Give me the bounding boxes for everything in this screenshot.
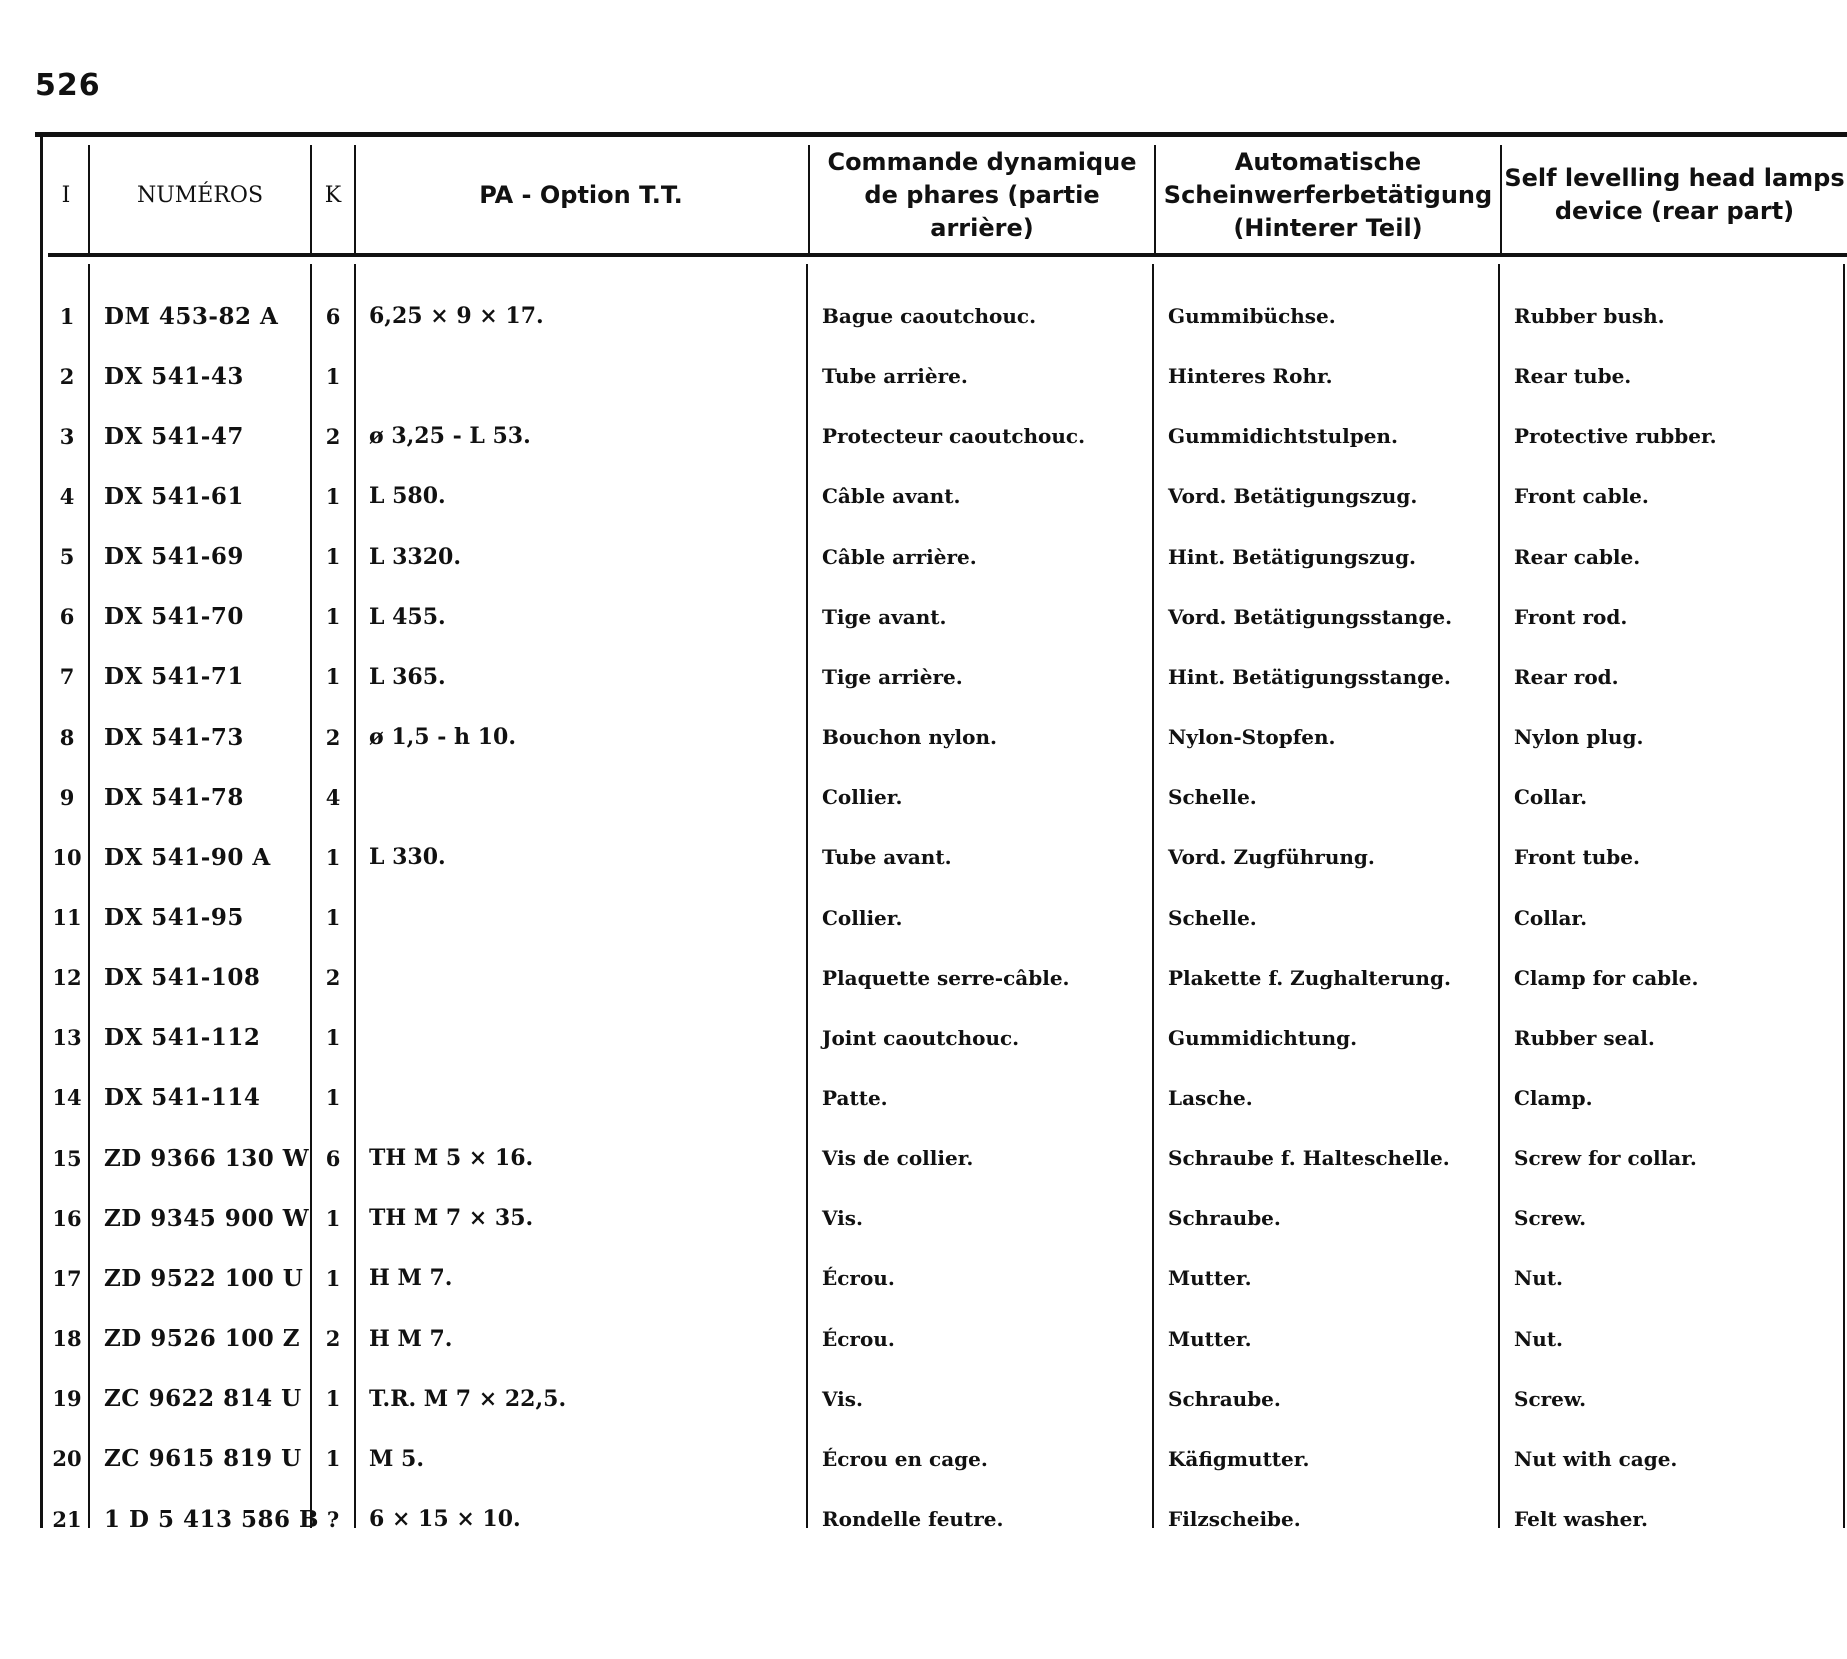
option-spec: H M 7.: [369, 1265, 453, 1292]
quantity: 6: [325, 1145, 341, 1171]
description-english: Screw.: [1514, 1206, 1587, 1231]
part-number: ZD 9526 100 Z: [104, 1325, 301, 1353]
option-spec: L 455.: [369, 603, 446, 630]
description-french: Tube avant.: [822, 845, 952, 870]
row-index: 4: [59, 483, 75, 509]
row-index: 15: [52, 1145, 82, 1171]
option-spec: [369, 346, 799, 406]
option-spec: M 5.: [369, 1445, 424, 1472]
row-index: 20: [52, 1446, 82, 1472]
part-number: DX 541-71: [104, 663, 244, 691]
part-number: DX 541-112: [104, 1024, 261, 1052]
description-french: Tube arrière.: [822, 364, 968, 389]
row-index: 21: [52, 1506, 82, 1532]
description-german: Gummibüchse.: [1168, 304, 1336, 328]
option-spec: [369, 1068, 799, 1128]
quantity: 2: [325, 965, 341, 991]
part-number: DX 541-61: [104, 482, 244, 510]
option-spec: [369, 888, 799, 948]
part-number: DX 541-70: [104, 603, 244, 631]
quantity: 1: [325, 1386, 341, 1412]
description-french: Vis.: [822, 1386, 863, 1411]
table-row: [0, 647, 1847, 707]
row-index: 9: [59, 784, 75, 810]
description-german: Hinteres Rohr.: [1168, 364, 1333, 389]
quantity: 1: [325, 844, 341, 870]
description-german: Mutter.: [1168, 1266, 1252, 1291]
header-french: Commande dynamique de phares (partie arrière): [827, 147, 1137, 242]
description-english: Rubber seal.: [1514, 1025, 1655, 1050]
description-english: Front tube.: [1514, 845, 1640, 870]
row-index: 14: [52, 1085, 82, 1111]
description-german: Mutter.: [1168, 1326, 1252, 1351]
description-english: Nut with cage.: [1514, 1446, 1678, 1471]
description-german: Schraube.: [1168, 1386, 1281, 1411]
quantity: 1: [325, 604, 341, 630]
option-spec: TH M 7 × 35.: [369, 1205, 534, 1232]
option-spec: L 330.: [369, 844, 446, 871]
row-index: 12: [52, 965, 82, 991]
part-number: DX 541-95: [104, 904, 244, 931]
quantity: 2: [325, 724, 341, 750]
table-row: [0, 466, 1847, 526]
row-index: 7: [59, 664, 75, 690]
row-index: 8: [59, 724, 75, 750]
part-number: ZD 9522 100 U: [104, 1264, 304, 1292]
description-english: Protective rubber.: [1514, 424, 1717, 449]
part-number: DX 541-47: [104, 422, 244, 450]
table-row: [0, 587, 1847, 647]
description-french: Collier.: [822, 785, 903, 810]
description-french: Collier.: [822, 905, 903, 930]
description-english: Felt washer.: [1514, 1507, 1648, 1531]
row-index: 17: [52, 1265, 82, 1291]
description-german: Schelle.: [1168, 785, 1257, 810]
table-row: [0, 888, 1847, 948]
quantity: 1: [325, 1025, 341, 1051]
quantity: 2: [325, 1326, 341, 1352]
quantity: 1: [325, 905, 341, 930]
description-french: Bouchon nylon.: [822, 725, 997, 750]
description-german: Plakette f. Zughalterung.: [1168, 965, 1451, 990]
row-index: 2: [59, 363, 75, 389]
description-french: Écrou.: [822, 1266, 895, 1291]
description-french: Patte.: [822, 1085, 888, 1110]
description-german: Vord. Betätigungsstange.: [1168, 604, 1453, 629]
row-index: 11: [52, 905, 82, 930]
table-row: [0, 1248, 1847, 1308]
description-french: Tige arrière.: [822, 664, 963, 689]
table-row: [0, 767, 1847, 827]
option-spec: TH M 5 × 16.: [369, 1145, 534, 1172]
description-french: Protecteur caoutchouc.: [822, 424, 1086, 449]
description-german: Nylon-Stopfen.: [1168, 725, 1336, 750]
description-french: Écrou en cage.: [822, 1446, 988, 1471]
header-option: PA - Option T.T.: [479, 180, 683, 209]
description-english: Rubber bush.: [1514, 304, 1665, 328]
option-spec: ø 3,25 - L 53.: [369, 423, 531, 450]
quantity: 4: [325, 784, 341, 810]
option-spec: L 3320.: [369, 543, 462, 570]
description-german: Filzscheibe.: [1168, 1507, 1301, 1531]
option-spec: H M 7.: [369, 1325, 453, 1352]
quantity: 1: [325, 1446, 341, 1472]
option-spec: [369, 1008, 799, 1068]
part-number: DM 453-82 A: [104, 302, 279, 330]
description-french: Joint caoutchouc.: [822, 1025, 1020, 1050]
option-spec: L 365.: [369, 663, 446, 690]
part-number: DX 541-108: [104, 964, 261, 992]
row-index: 10: [52, 844, 82, 870]
part-number: ZC 9622 814 U: [104, 1385, 302, 1413]
description-german: Vord. Betätigungszug.: [1168, 484, 1418, 509]
row-index: 18: [52, 1326, 82, 1352]
part-number: DX 541-69: [104, 543, 244, 571]
header-english: Self levelling head lamps device (rear part): [1504, 164, 1845, 225]
description-english: Nylon plug.: [1514, 725, 1644, 750]
part-number: DX 541-73: [104, 723, 244, 751]
part-number: DX 541-90 A: [104, 843, 271, 871]
option-spec: ø 1,5 - h 10.: [369, 724, 516, 751]
quantity: 1: [325, 664, 341, 690]
option-spec: T.R. M 7 × 22,5.: [369, 1385, 567, 1412]
description-english: Nut.: [1514, 1266, 1564, 1291]
description-english: Clamp.: [1514, 1085, 1593, 1110]
row-index: 1: [59, 303, 75, 329]
description-german: Käfigmutter.: [1168, 1446, 1310, 1471]
header-qty: K: [324, 182, 342, 208]
table-row: [0, 406, 1847, 466]
table-row: [0, 286, 1847, 346]
row-index: 19: [52, 1386, 82, 1412]
description-french: Rondelle feutre.: [822, 1507, 1004, 1531]
option-spec: 6,25 × 9 × 17.: [369, 303, 544, 329]
option-spec: [369, 948, 799, 1008]
row-index: 16: [52, 1205, 82, 1231]
description-german: Vord. Zugführung.: [1168, 845, 1375, 870]
description-german: Lasche.: [1168, 1085, 1253, 1110]
page-number: 526: [35, 68, 101, 103]
option-spec: 6 × 15 × 10.: [369, 1506, 521, 1532]
table-row: [0, 707, 1847, 767]
description-french: Plaquette serre-câble.: [822, 965, 1070, 990]
part-number: 1 D 5 413 586 B: [104, 1505, 319, 1533]
description-english: Front cable.: [1514, 484, 1649, 509]
row-index: 6: [59, 604, 75, 630]
part-number: ZC 9615 819 U: [104, 1445, 302, 1473]
table-row: [0, 948, 1847, 1008]
description-english: Rear cable.: [1514, 544, 1641, 569]
description-german: Gummidichtung.: [1168, 1025, 1358, 1050]
description-german: Schraube f. Halteschelle.: [1168, 1146, 1450, 1171]
description-french: Tige avant.: [822, 604, 947, 629]
table-row: [0, 1369, 1847, 1429]
part-number: ZD 9366 130 W: [104, 1144, 310, 1172]
description-english: Nut.: [1514, 1326, 1564, 1351]
table-row: [0, 1309, 1847, 1369]
option-spec: [369, 767, 799, 827]
header-german: Automatische Scheinwerferbetätigung (Hinterer Teil): [1163, 147, 1493, 242]
description-english: Rear tube.: [1514, 364, 1632, 389]
description-french: Câble avant.: [822, 484, 961, 509]
table-row: [0, 1068, 1847, 1128]
quantity: ?: [326, 1506, 340, 1532]
quantity: 1: [325, 363, 341, 389]
description-french: Écrou.: [822, 1326, 895, 1351]
part-number: DX 541-43: [104, 362, 244, 390]
header-index: I: [61, 182, 71, 208]
description-german: Hint. Betätigungsstange.: [1168, 664, 1451, 689]
quantity: 1: [325, 1205, 341, 1231]
quantity: 1: [325, 1085, 341, 1111]
option-spec: L 580.: [369, 483, 446, 510]
row-index: 5: [59, 544, 75, 570]
table-row: [0, 1128, 1847, 1188]
description-english: Front rod.: [1514, 604, 1628, 629]
table-row: [0, 827, 1847, 887]
table-row: [0, 1489, 1847, 1549]
table-row: [0, 1429, 1847, 1489]
table-row: [0, 346, 1847, 406]
description-french: Câble arrière.: [822, 544, 977, 569]
quantity: 1: [325, 544, 341, 570]
part-number: DX 541-114: [104, 1084, 261, 1112]
description-english: Collar.: [1514, 905, 1588, 930]
description-french: Vis de collier.: [822, 1146, 974, 1171]
row-index: 3: [59, 423, 75, 449]
description-german: Schelle.: [1168, 905, 1257, 930]
part-number: DX 541-78: [104, 783, 244, 811]
description-english: Clamp for cable.: [1514, 965, 1699, 990]
description-english: Screw for collar.: [1514, 1146, 1697, 1171]
row-index: 13: [52, 1025, 82, 1051]
description-french: Vis.: [822, 1206, 863, 1231]
description-french: Bague caoutchouc.: [822, 304, 1037, 328]
quantity: 1: [325, 1265, 341, 1291]
description-german: Gummidichtstulpen.: [1168, 424, 1398, 449]
quantity: 2: [325, 423, 341, 449]
description-english: Collar.: [1514, 785, 1588, 810]
part-number: ZD 9345 900 W: [104, 1204, 310, 1232]
table-row: [0, 1188, 1847, 1248]
quantity: 1: [325, 483, 341, 509]
quantity: 6: [325, 303, 341, 329]
description-english: Screw.: [1514, 1386, 1587, 1411]
header-numeros: NUMÉROS: [136, 182, 264, 208]
table-row: [0, 1008, 1847, 1068]
description-german: Hint. Betätigungszug.: [1168, 544, 1417, 569]
description-english: Rear rod.: [1514, 664, 1619, 689]
description-german: Schraube.: [1168, 1206, 1281, 1231]
table-row: [0, 527, 1847, 587]
